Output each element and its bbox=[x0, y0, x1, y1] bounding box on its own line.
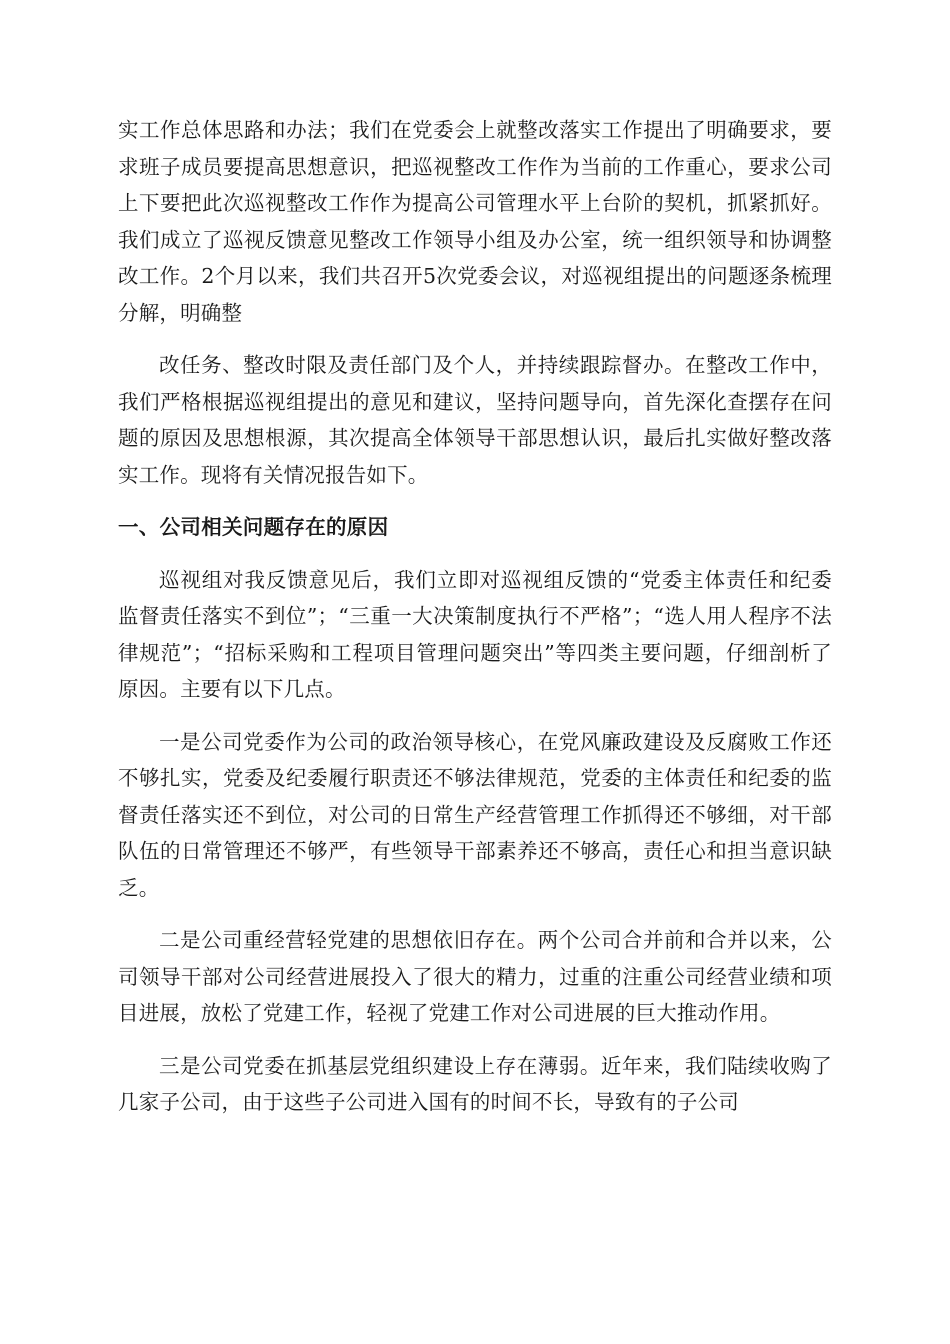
document-body bbox=[118, 112, 832, 1137]
paragraph-3: 巡视组对我反馈意见后，我们立即对巡视组反馈的“党委主体责任和纪委监督责任落实不到位”；“三重一大决策制度执行不严格”；“选人用人程序不法律规范”；“招标采购和工程项目管理问题突出”等四类主要问题，仔细剖析了原因。主要有以下几点。 bbox=[118, 567, 832, 701]
paragraph-1: 实工作总体思路和办法；我们在党委会上就整改落实工作提出了明确要求，要求班子成员要提高思想意识，把巡视整改工作作为当前的工作重心，要求公司上下要把此次巡视整改工作作为提高公司管理水平上台阶的契机，抓紧抓好。我们成立了巡视反馈意见整改工作领导小组及办公室，统一组织领导和协调整改工作。2个月以来，我们共召开5次党委会议，对巡视组提出的问题逐条梳理分解，明确整 bbox=[118, 118, 832, 325]
section-heading: 一、公司相关问题存在的原因 bbox=[118, 515, 389, 539]
paragraph-2: 改任务、整改时限及责任部门及个人，并持续跟踪督办。在整改工作中，我们严格根据巡视组提出的意见和建议，坚持问题导向，首先深化查摆存在问题的原因及思想根源，其次提高全体领导干部思想认识，最后扎实做好整改落实工作。现将有关情况报告如下。 bbox=[118, 353, 832, 487]
paragraph-5: 二是公司重经营轻党建的思想依旧存在。两个公司合并前和合并以来，公司领导干部对公司经营进展投入了很大的精力，过重的注重公司经营业绩和项目进展，放松了党建工作，轻视了党建工作对公司进展的巨大推动作用。 bbox=[118, 928, 832, 1025]
paragraph-4: 一是公司党委作为公司的政治领导核心，在党风廉政建设及反腐败工作还不够扎实，党委及纪委履行职责还不够法律规范，党委的主体责任和纪委的监督责任落实还不到位，对公司的日常生产经营管理工作抓得还不够细，对干部队伍的日常管理还不够严，有些领导干部素养还不够高，责任心和担当意识缺乏。 bbox=[118, 729, 832, 900]
paragraph-6: 三是公司党委在抓基层党组织建设上存在薄弱。近年来，我们陆续收购了几家子公司，由于这些子公司进入国有的时间不长，导致有的子公司 bbox=[118, 1053, 832, 1114]
